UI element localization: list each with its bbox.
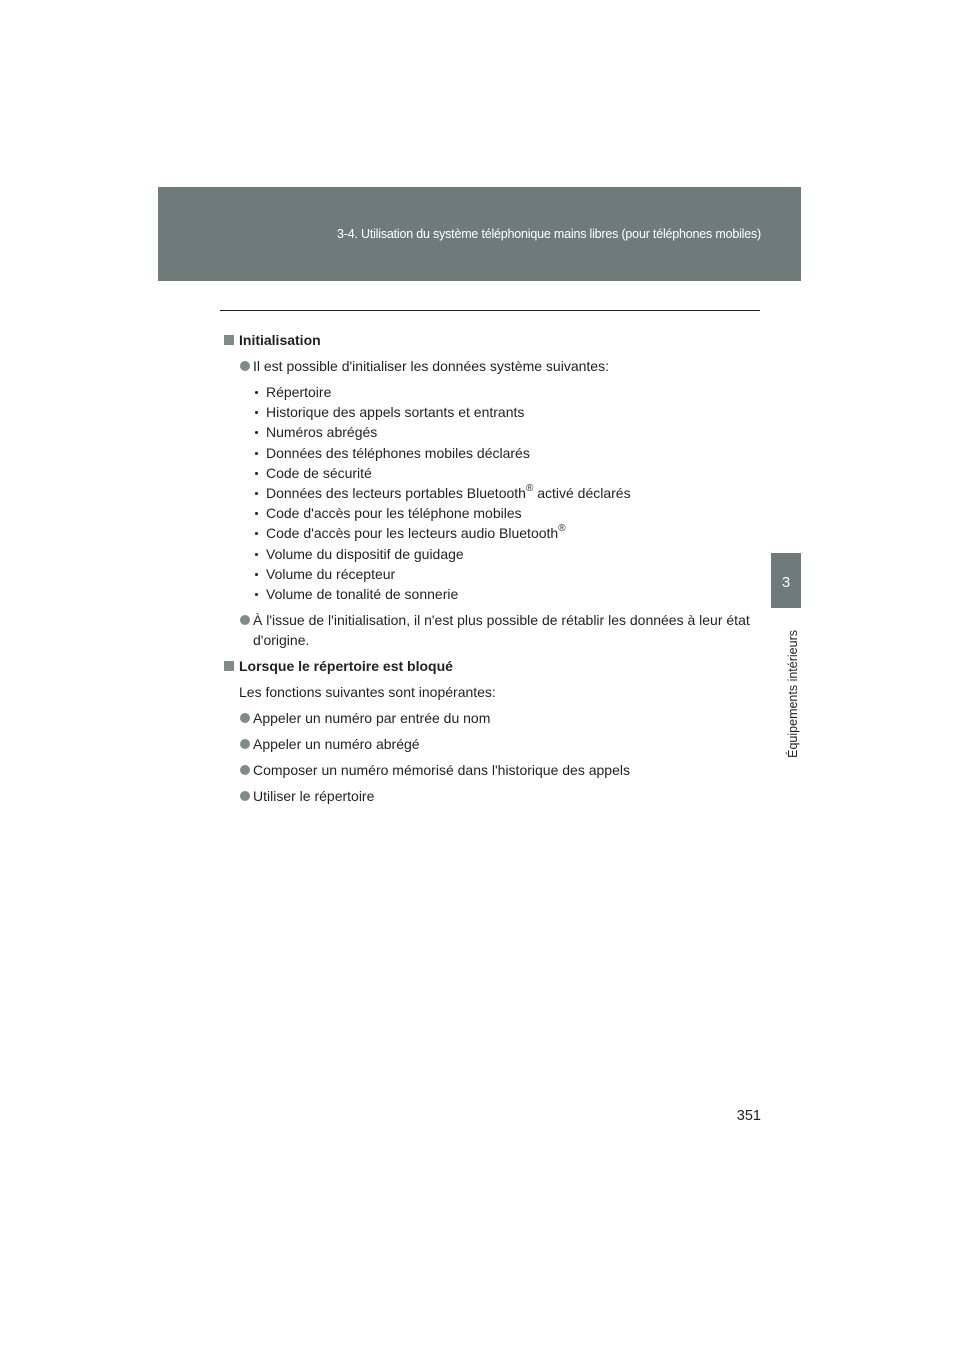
dot-icon	[255, 431, 258, 434]
bullet-item	[224, 356, 764, 376]
bullet-text: Utiliser le répertoire	[253, 788, 375, 805]
bullet-text: Composer un numéro mémorisé dans l'historique des appels	[253, 762, 630, 779]
bullet-text: Appeler un numéro par entrée du nom	[253, 710, 491, 727]
bullet-item	[224, 734, 764, 754]
circle-bullet-icon	[240, 791, 250, 801]
circle-bullet-icon	[240, 615, 250, 625]
list-item	[224, 564, 764, 584]
section-heading-text: Initialisation	[239, 332, 321, 348]
dot-icon	[255, 472, 258, 475]
circle-bullet-icon	[240, 713, 250, 723]
list-item-text: Volume du récepteur	[266, 565, 396, 582]
dot-icon	[255, 452, 258, 455]
page-content	[224, 330, 764, 806]
list-item	[224, 544, 764, 564]
list-item-text: Code de sécurité	[266, 464, 372, 481]
circle-bullet-icon	[240, 765, 250, 775]
divider-line	[220, 310, 760, 311]
bullet-text: Appeler un numéro abrégé	[253, 736, 420, 753]
list-item	[224, 402, 764, 422]
square-bullet-icon	[224, 335, 234, 345]
dot-icon	[255, 411, 258, 414]
intro-text: Les fonctions suivantes sont inopérantes:	[239, 684, 496, 701]
page-number: 351	[736, 1108, 761, 1124]
list-item	[224, 584, 764, 604]
dot-icon	[255, 512, 258, 515]
list-item-text: Données des téléphones mobiles déclarés	[266, 444, 530, 461]
bullet-item	[224, 760, 764, 780]
list-item-text: Numéros abrégés	[266, 424, 378, 441]
section-heading-phonebook-locked	[224, 656, 764, 676]
dot-icon	[255, 593, 258, 596]
list-item	[224, 523, 764, 543]
section-heading-initialisation	[224, 330, 764, 350]
chapter-number: 3	[781, 574, 791, 591]
list-item	[224, 483, 764, 503]
chapter-label: Équipements intérieurs	[786, 630, 800, 758]
list-item-text: Code d'accès pour les téléphone mobiles	[266, 505, 522, 522]
list-item	[224, 443, 764, 463]
list-item	[224, 503, 764, 523]
circle-bullet-icon	[240, 361, 250, 371]
list-item	[224, 382, 764, 402]
dot-icon	[255, 492, 258, 495]
chapter-tab	[771, 553, 801, 608]
header-band	[158, 187, 801, 281]
list-item-text: Données des lecteurs portables Bluetooth	[266, 484, 526, 501]
bullet-text: À l'issue de l'initialisation, il n'est plus possible de rétablir les données à leur état d'origine.	[253, 612, 750, 649]
bullet-text: Il est possible d'initialiser les données système suivantes:	[253, 358, 609, 374]
dot-icon	[255, 573, 258, 576]
list-item-text: Historique des appels sortants et entrants	[266, 404, 525, 421]
list-item	[224, 463, 764, 483]
registered-mark: ®	[525, 482, 534, 494]
circle-bullet-icon	[240, 739, 250, 749]
list-item	[224, 422, 764, 442]
list-item-text: Code d'accès pour les lecteurs audio Bluetooth	[266, 525, 559, 542]
section-heading-text: Lorsque le répertoire est bloqué	[239, 658, 453, 675]
dot-icon	[255, 553, 258, 556]
dot-icon	[255, 391, 258, 394]
section-title: 3-4. Utilisation du système téléphonique mains libres (pour téléphones mobiles)	[336, 227, 761, 241]
registered-mark: ®	[558, 523, 566, 535]
list-item-text: Répertoire	[266, 384, 332, 400]
bullet-item	[224, 708, 764, 728]
bullet-item	[224, 786, 764, 806]
dot-icon	[255, 532, 258, 535]
list-item-text-suffix: activé déclarés	[537, 484, 631, 501]
square-bullet-icon	[224, 661, 234, 671]
initialisable-data-list	[224, 382, 764, 604]
list-item-text: Volume du dispositif de guidage	[266, 545, 464, 562]
bullet-item	[224, 610, 764, 650]
list-item-text: Volume de tonalité de sonnerie	[266, 585, 459, 602]
